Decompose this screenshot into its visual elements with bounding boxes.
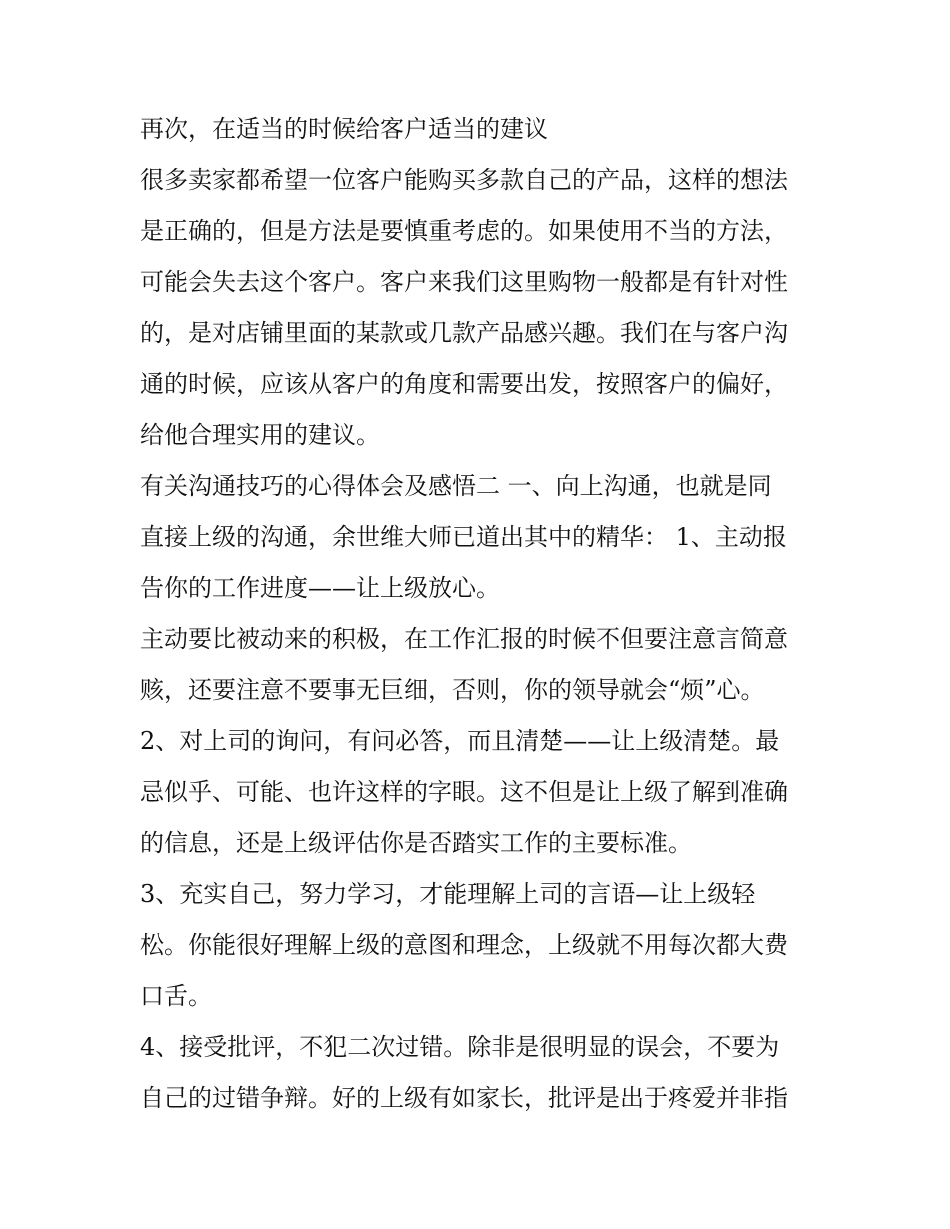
- text-line: 再次，在适当的时候给客户适当的建议: [140, 115, 548, 143]
- text-line: 的信息，还是上级评估你是否踏实工作的主要标准。: [140, 829, 692, 857]
- text-line: 赅，还要注意不要事无巨细，否则，你的领导就会“烦”心。: [140, 676, 765, 704]
- text-line: 告你的工作进度——让上级放心。: [140, 574, 500, 602]
- text-line: 很多卖家都希望一位客户能购买多款自己的产品，这样的想法: [140, 166, 788, 194]
- text-line: 2、对上司的询问，有问必答，而且清楚——让上级清楚。最: [140, 727, 780, 755]
- text-line: 有关沟通技巧的心得体会及感悟二 一、向上沟通，也就是同: [140, 472, 772, 500]
- text-line: 忌似乎、可能、也许这样的字眼。这不但是让上级了解到准确: [140, 778, 788, 806]
- text-line: 松。你能很好理解上级的意图和理念，上级就不用每次都大费: [140, 931, 788, 959]
- text-line: 通的时候，应该从客户的角度和需要出发，按照客户的偏好，: [140, 370, 788, 398]
- text-line: 自己的过错争辩。好的上级有如家长，批评是出于疼爱并非指: [140, 1084, 788, 1112]
- text-line: 是正确的，但是方法是要慎重考虑的。如果使用不当的方法，: [140, 217, 788, 245]
- text-line: 直接上级的沟通，余世维大师已道出其中的精华： 1、主动报: [140, 523, 787, 551]
- document-body: [140, 104, 820, 1124]
- text-line: 的，是对店铺里面的某款或几款产品感兴趣。我们在与客户沟: [140, 319, 788, 347]
- text-line: 给他合理实用的建议。: [140, 421, 380, 449]
- text-line: 4、接受批评，不犯二次过错。除非是很明显的误会，不要为: [140, 1033, 780, 1061]
- text-line: 可能会失去这个客户。客户来我们这里购物一般都是有针对性: [140, 268, 788, 296]
- text-line: 3、充实自己，努力学习，才能理解上司的言语—让上级轻: [140, 880, 756, 908]
- text-line: 主动要比被动来的积极，在工作汇报的时候不但要注意言简意: [140, 625, 788, 653]
- text-line: 口舌。: [140, 982, 212, 1010]
